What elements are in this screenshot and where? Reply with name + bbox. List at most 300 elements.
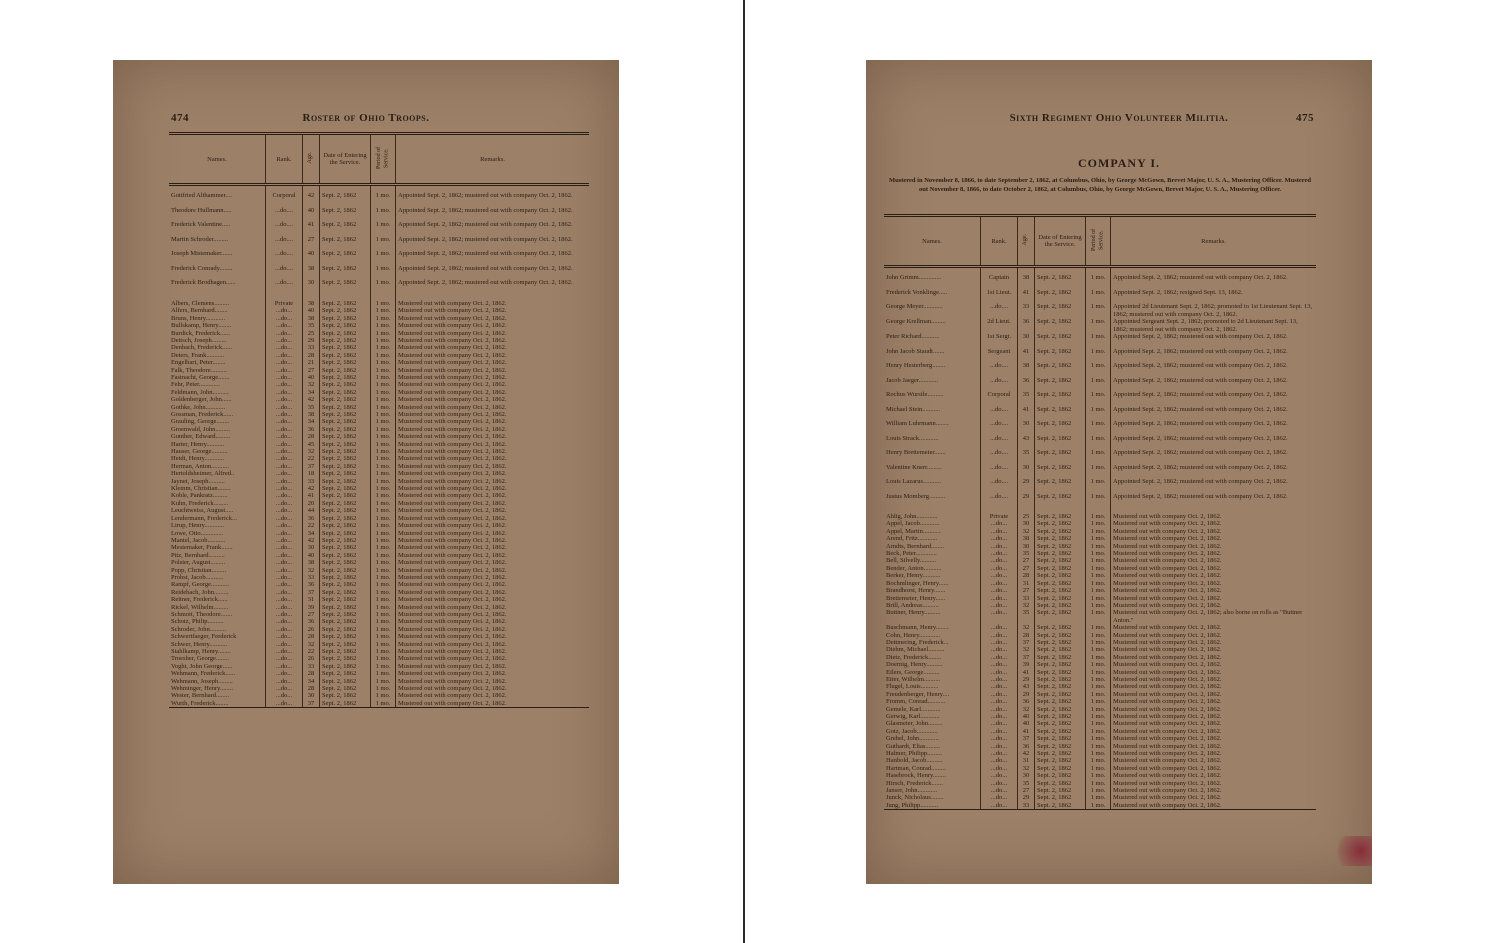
cell-date: Sept. 2, 1862 xyxy=(320,604,371,611)
cell-rank: ...do... xyxy=(981,750,1018,757)
private-row xyxy=(169,515,589,522)
cell-remarks: Appointed Sept. 2, 1862; mustered out with company Oct. 2, 1862. xyxy=(1111,493,1317,508)
cell-remarks: Mustered out with company Oct. 2, 1862. xyxy=(1111,691,1317,698)
cell-period: 1 mo. xyxy=(1086,587,1111,594)
cell-age: 18 xyxy=(303,470,320,477)
cell-period: 1 mo. xyxy=(1086,580,1111,587)
cell-period: 1 mo. xyxy=(1086,348,1111,363)
cell-remarks: Mustered out with company Oct. 2, 1862. xyxy=(396,604,590,611)
cell-remarks: Mustered out with company Oct. 2, 1862. xyxy=(396,537,590,544)
cell-rank: ...do... xyxy=(266,589,303,596)
cell-name: Leuchtweiss, August..... xyxy=(171,507,234,515)
cell-name: Fromm, Conrad........... xyxy=(886,698,946,706)
officer-row xyxy=(884,478,1316,493)
cell-name: Arndts, Bernhard........ xyxy=(886,542,945,550)
cell-date: Sept. 2, 1862 xyxy=(320,250,371,265)
cell-remarks: Mustered out with company Oct. 2, 1862. xyxy=(396,596,590,603)
cell-date: Sept. 2, 1862 xyxy=(1035,624,1086,631)
cell-name: Bell, Silvelly.......... xyxy=(886,557,937,565)
cell-period: 1 mo. xyxy=(371,433,396,440)
cell-remarks: Mustered out with company Oct. 2, 1862. xyxy=(396,507,590,514)
private-row xyxy=(169,567,589,574)
cell-rank: ...do... xyxy=(266,604,303,611)
cell-age: 40 xyxy=(303,307,320,314)
private-row xyxy=(169,507,589,514)
officer-row xyxy=(884,435,1316,450)
cell-rank: ...do... xyxy=(981,520,1018,527)
cell-remarks: Mustered out with company Oct. 2, 1862. xyxy=(1111,787,1317,794)
cell-name: Stahlkamp, Henry........ xyxy=(171,648,231,655)
cell-remarks: Mustered out with company Oct. 2, 1862. xyxy=(396,670,590,677)
private-row xyxy=(884,624,1316,631)
cell-period: 1 mo. xyxy=(1086,735,1111,742)
cell-date: Sept. 2, 1862 xyxy=(1035,609,1086,624)
cell-rank: ...do... xyxy=(981,765,1018,772)
cell-date: Sept. 2, 1862 xyxy=(320,507,371,514)
cell-age: 34 xyxy=(303,389,320,396)
cell-period: 1 mo. xyxy=(371,700,396,708)
cell-period: 1 mo. xyxy=(1086,464,1111,479)
cell-rank: ...do... xyxy=(266,567,303,574)
cell-date: Sept. 2, 1862 xyxy=(1035,362,1086,377)
cell-age: 36 xyxy=(303,515,320,522)
cell-age: 32 xyxy=(1018,602,1035,609)
cell-remarks: Mustered out with company Oct. 2, 1862. xyxy=(396,404,590,411)
cell-name: Appel, Martin........... xyxy=(886,527,941,535)
private-row xyxy=(169,611,589,618)
cell-period: 1 mo. xyxy=(371,265,396,280)
cell-period: 1 mo. xyxy=(1086,743,1111,750)
cell-rank: ...do.... xyxy=(266,265,303,280)
cell-period: 1 mo. xyxy=(371,478,396,485)
cell-period: 1 mo. xyxy=(371,411,396,418)
cell-date: Sept. 2, 1862 xyxy=(320,207,371,222)
cell-remarks: Appointed Sept. 2, 1862; mustered out with company Oct. 2, 1862. xyxy=(396,236,590,251)
cell-name: Etter, Wilhelm.......... xyxy=(886,675,941,683)
cell-remarks: Mustered out with company Oct. 2, 1862. xyxy=(396,678,590,685)
cell-period: 1 mo. xyxy=(371,670,396,677)
private-row xyxy=(169,485,589,492)
cell-age: 33 xyxy=(1018,802,1035,810)
cell-rank: ...do... xyxy=(266,411,303,418)
cell-remarks: Mustered out with company Oct. 2, 1862. xyxy=(1111,520,1317,527)
officer-row xyxy=(884,493,1316,508)
cell-remarks: Mustered out with company Oct. 2, 1862. xyxy=(1111,669,1317,676)
private-row xyxy=(169,463,589,470)
cell-rank: ...do... xyxy=(266,492,303,499)
private-row xyxy=(169,315,589,322)
private-row xyxy=(169,300,589,307)
cell-name: Schwer, Henry........... xyxy=(171,640,228,648)
cell-name: Hartman, Conrad......... xyxy=(886,764,946,772)
cell-age: 41 xyxy=(1018,669,1035,676)
company-intro: Mustered in November 8, 1866, to date September 2, 1862, at Columbus, Ohio, by George McGown, Brevet Major, U. S. A., Mustering Officer. Mustered out November 8, 1866, to date October 2, 1862, at Columbus, Ohio, by George McGown, Brevet Major, U. S. A., Mustering Officer. xyxy=(888,177,1312,193)
cell-period: 1 mo. xyxy=(371,574,396,581)
cell-date: Sept. 2, 1862 xyxy=(1035,676,1086,683)
cell-date: Sept. 2, 1862 xyxy=(320,337,371,344)
cell-rank: ...do... xyxy=(266,322,303,329)
cell-date: Sept. 2, 1862 xyxy=(1035,528,1086,535)
cell-name: Gossman, Frederick...... xyxy=(171,411,234,418)
cell-remarks: Mustered out with company Oct. 2, 1862. xyxy=(396,500,590,507)
cell-date: Sept. 2, 1862 xyxy=(1035,750,1086,757)
cell-name: Gemele, Karl............ xyxy=(886,705,941,713)
cell-date: Sept. 2, 1862 xyxy=(320,692,371,699)
cell-age: 32 xyxy=(303,641,320,648)
cell-rank: ...do... xyxy=(266,418,303,425)
cell-date: Sept. 2, 1862 xyxy=(320,367,371,374)
private-row xyxy=(169,322,589,329)
cell-remarks: Mustered out with company Oct. 2, 1862. xyxy=(396,567,590,574)
cell-period: 1 mo. xyxy=(1086,728,1111,735)
cell-period: 1 mo. xyxy=(371,530,396,537)
cell-remarks: Mustered out with company Oct. 2, 1862. xyxy=(396,330,590,337)
cell-name: Lirup, Henry............ xyxy=(171,522,225,530)
private-row xyxy=(169,396,589,403)
cell-period: 1 mo. xyxy=(1086,787,1111,794)
cell-name: Hirsch, Frederick....... xyxy=(886,779,943,787)
cell-name: Bender, Anton........... xyxy=(886,564,942,572)
col-names: Names. xyxy=(169,134,266,185)
cell-rank: Sergeant xyxy=(981,348,1018,363)
cell-period: 1 mo. xyxy=(1086,535,1111,542)
cell-rank: ...do.... xyxy=(981,478,1018,493)
cell-remarks: Mustered out with company Oct. 2, 1862. xyxy=(396,344,590,351)
cell-period: 1 mo. xyxy=(1086,691,1111,698)
cell-age: 20 xyxy=(303,500,320,507)
cell-remarks: Mustered out with company Oct. 2, 1862. xyxy=(1111,757,1317,764)
private-row xyxy=(884,669,1316,676)
cell-date: Sept. 2, 1862 xyxy=(1035,557,1086,564)
cell-age: 29 xyxy=(1018,478,1035,493)
private-row xyxy=(169,455,589,462)
cell-age: 29 xyxy=(303,337,320,344)
cell-rank: ...do.... xyxy=(981,362,1018,377)
company-title: COMPANY I. xyxy=(1078,156,1160,170)
cell-period: 1 mo. xyxy=(371,633,396,640)
cell-age: 37 xyxy=(303,463,320,470)
private-row xyxy=(169,367,589,374)
cell-period: 1 mo. xyxy=(371,544,396,551)
cell-period: 1 mo. xyxy=(1086,520,1111,527)
cell-age: 28 xyxy=(1018,572,1035,579)
cell-age: 38 xyxy=(303,559,320,566)
cell-age: 38 xyxy=(303,265,320,280)
cell-period: 1 mo. xyxy=(1086,706,1111,713)
cell-date: Sept. 2, 1862 xyxy=(320,530,371,537)
cell-name: Beck, Peter............. xyxy=(886,550,937,558)
cell-remarks: Mustered out with company Oct. 2, 1862. xyxy=(396,381,590,388)
cell-period: 1 mo. xyxy=(371,300,396,307)
cell-age: 29 xyxy=(1018,493,1035,508)
cell-remarks: Mustered out with company Oct. 2, 1862. xyxy=(396,589,590,596)
private-row xyxy=(884,587,1316,594)
cell-period: 1 mo. xyxy=(371,448,396,455)
cell-date: Sept. 2, 1862 xyxy=(1035,787,1086,794)
cell-period: 1 mo. xyxy=(371,552,396,559)
cell-rank: ...do... xyxy=(981,683,1018,690)
cell-rank: ...do... xyxy=(981,757,1018,764)
private-row xyxy=(169,618,589,625)
cell-remarks: Mustered out with company Oct. 2, 1862. xyxy=(1111,543,1317,550)
cell-age: 22 xyxy=(303,648,320,655)
cell-period: 1 mo. xyxy=(1086,303,1111,318)
private-row xyxy=(169,678,589,685)
cell-age: 31 xyxy=(303,596,320,603)
cell-remarks: Mustered out with company Oct. 2, 1862. xyxy=(1111,528,1317,535)
private-row xyxy=(169,330,589,337)
cell-remarks: Appointed Sept. 2, 1862; resigned Sept. 13, 1862. xyxy=(1111,289,1317,304)
cell-rank: ...do... xyxy=(981,735,1018,742)
cell-name: Pitz, Bernhard.......... xyxy=(171,551,225,559)
cell-period: 1 mo. xyxy=(371,604,396,611)
cell-remarks: Mustered out with company Oct. 2, 1862. xyxy=(396,411,590,418)
private-row xyxy=(169,307,589,314)
cell-period: 1 mo. xyxy=(371,596,396,603)
cell-name: Theodore Hullmann..... xyxy=(171,206,232,214)
cell-name: Mantel, Jacob........... xyxy=(171,536,226,544)
cell-date: Sept. 2, 1862 xyxy=(1035,550,1086,557)
private-row xyxy=(169,581,589,588)
cell-date: Sept. 2, 1862 xyxy=(1035,587,1086,594)
cell-remarks: Mustered out with company Oct. 2, 1862. xyxy=(1111,794,1317,801)
cell-remarks: Mustered out with company Oct. 2, 1862. xyxy=(1111,654,1317,661)
cell-date: Sept. 2, 1862 xyxy=(1035,632,1086,639)
col-age: Age. xyxy=(303,134,320,185)
cell-period: 1 mo. xyxy=(371,315,396,322)
cell-rank: ...do... xyxy=(266,515,303,522)
cell-remarks: Appointed Sept. 2, 1862; mustered out with company Oct. 2, 1862. xyxy=(396,279,590,294)
officer-row xyxy=(884,303,1316,318)
cell-age: 29 xyxy=(1018,691,1035,698)
cell-age: 30 xyxy=(1018,420,1035,435)
private-row xyxy=(169,374,589,381)
right-page-number: 475 xyxy=(1296,112,1314,124)
cell-period: 1 mo. xyxy=(1086,595,1111,602)
cell-remarks: Mustered out with company Oct. 2, 1862. xyxy=(396,300,590,307)
cell-name: Hauser, George.......... xyxy=(171,448,228,456)
cell-rank: ...do... xyxy=(266,478,303,485)
cell-period: 1 mo. xyxy=(371,404,396,411)
cell-name: Diehm, Michael.......... xyxy=(886,646,945,654)
cell-period: 1 mo. xyxy=(371,426,396,433)
cell-rank: ...do... xyxy=(266,470,303,477)
cell-remarks: Mustered out with company Oct. 2, 1862. xyxy=(1111,750,1317,757)
cell-period: 1 mo. xyxy=(371,589,396,596)
cell-date: Sept. 2, 1862 xyxy=(320,404,371,411)
private-row xyxy=(884,572,1316,579)
cell-name: Justus Momberg.......... xyxy=(886,492,946,500)
cell-age: 27 xyxy=(1018,565,1035,572)
cell-rank: ...do... xyxy=(266,448,303,455)
cell-remarks: Mustered out with company Oct. 2, 1862. xyxy=(1111,646,1317,653)
cell-date: Sept. 2, 1862 xyxy=(320,559,371,566)
cell-age: 27 xyxy=(1018,787,1035,794)
cell-date: Sept. 2, 1862 xyxy=(1035,543,1086,550)
cell-date: Sept. 2, 1862 xyxy=(320,426,371,433)
officer-row xyxy=(884,449,1316,464)
private-row xyxy=(169,692,589,699)
cell-name: Bruns, Henry............ xyxy=(171,314,226,322)
cell-period: 1 mo. xyxy=(1086,646,1111,653)
cell-age: 35 xyxy=(303,404,320,411)
cell-name: Buschmann, Henry........ xyxy=(886,624,949,632)
cell-rank: ...do... xyxy=(266,655,303,662)
cell-period: 1 mo. xyxy=(1086,757,1111,764)
cell-date: Sept. 2, 1862 xyxy=(1035,706,1086,713)
cell-date: Sept. 2, 1862 xyxy=(1035,780,1086,787)
cell-name: Rampf, George........... xyxy=(171,581,229,589)
cell-remarks: Mustered out with company Oct. 2, 1862. xyxy=(396,515,590,522)
cell-age: 33 xyxy=(303,478,320,485)
private-row xyxy=(169,418,589,425)
cell-date: Sept. 2, 1862 xyxy=(1035,513,1086,520)
cell-remarks: Mustered out with company Oct. 2, 1862. xyxy=(396,455,590,462)
cell-date: Sept. 2, 1862 xyxy=(320,455,371,462)
cell-name: Heidt, Henry............ xyxy=(171,455,225,463)
cell-name: Brill, Andreas.......... xyxy=(886,601,939,609)
cell-rank: ...do... xyxy=(981,602,1018,609)
private-row xyxy=(169,552,589,559)
cell-date: Sept. 2, 1862 xyxy=(1035,772,1086,779)
cell-remarks: Mustered out with company Oct. 2, 1862. xyxy=(396,359,590,366)
cell-name: Guthardt, Elias......... xyxy=(886,742,940,750)
cell-date: Sept. 2, 1862 xyxy=(1035,661,1086,668)
cell-rank: ...do... xyxy=(266,426,303,433)
col-rank: Rank. xyxy=(981,216,1018,267)
cell-rank: ...do... xyxy=(981,676,1018,683)
cell-period: 1 mo. xyxy=(1086,289,1111,304)
private-row xyxy=(169,470,589,477)
cell-name: Frederick Conrady........ xyxy=(171,264,233,272)
cell-remarks: Appointed Sept. 2, 1862; mustered out with company Oct. 2, 1862. xyxy=(1111,464,1317,479)
cell-remarks: Appointed Sept. 2, 1862; mustered out with company Oct. 2, 1862. xyxy=(1111,333,1317,348)
cell-age: 32 xyxy=(1018,706,1035,713)
cell-date: Sept. 2, 1862 xyxy=(320,492,371,499)
cell-name: William Luhrmann........ xyxy=(886,420,949,428)
cell-name: Gerwig, Karl............ xyxy=(886,713,940,720)
officer-row xyxy=(169,265,589,280)
cell-rank: ...do... xyxy=(981,572,1018,579)
cell-age: 26 xyxy=(303,626,320,633)
cell-rank: ...do... xyxy=(981,706,1018,713)
cell-remarks: Mustered out with company Oct. 2, 1862. xyxy=(396,307,590,314)
cell-remarks: Mustered out with company Oct. 2, 1862. xyxy=(1111,580,1317,587)
cell-date: Sept. 2, 1862 xyxy=(320,596,371,603)
cell-period: 1 mo. xyxy=(371,441,396,448)
cell-age: 22 xyxy=(303,522,320,529)
private-row xyxy=(884,772,1316,779)
officer-row xyxy=(884,464,1316,479)
cell-age: 35 xyxy=(303,322,320,329)
cell-remarks: Appointed Sept. 2, 1862; mustered out with company Oct. 2, 1862. xyxy=(1111,478,1317,493)
private-row xyxy=(169,522,589,529)
cell-remarks: Mustered out with company Oct. 2, 1862. xyxy=(396,522,590,529)
page-divider xyxy=(743,0,745,943)
cell-remarks: Mustered out with company Oct. 2, 1862. xyxy=(1111,765,1317,772)
cell-date: Sept. 2, 1862 xyxy=(320,589,371,596)
cell-date: Sept. 2, 1862 xyxy=(320,441,371,448)
cell-name: George Meyer............ xyxy=(886,303,943,311)
cell-rank: ...do... xyxy=(981,787,1018,794)
private-row xyxy=(169,589,589,596)
cell-age: 33 xyxy=(303,344,320,351)
cell-period: 1 mo. xyxy=(1086,333,1111,348)
cell-date: Sept. 2, 1862 xyxy=(1035,348,1086,363)
cell-period: 1 mo. xyxy=(1086,713,1111,720)
private-row xyxy=(884,520,1316,527)
cell-rank: ...do... xyxy=(266,389,303,396)
cell-date: Sept. 2, 1862 xyxy=(1035,318,1086,333)
cell-age: 40 xyxy=(303,207,320,222)
cell-remarks: Mustered out with company Oct. 2, 1862. xyxy=(396,492,590,499)
cell-remarks: Appointed Sept. 2, 1862; mustered out with company Oct. 2, 1862. xyxy=(1111,406,1317,421)
left-roster-table xyxy=(169,132,589,708)
cell-rank: ...do... xyxy=(981,646,1018,653)
cell-name: Henry Hesterberg........ xyxy=(886,362,946,370)
private-row xyxy=(884,706,1316,713)
private-row xyxy=(169,574,589,581)
private-row xyxy=(884,543,1316,550)
private-row xyxy=(169,633,589,640)
officer-row xyxy=(884,420,1316,435)
cell-remarks: Mustered out with company Oct. 2, 1862. xyxy=(1111,587,1317,594)
cell-remarks: Mustered out with company Oct. 2, 1862. xyxy=(1111,572,1317,579)
cell-remarks: Mustered out with company Oct. 2, 1862. xyxy=(396,700,590,708)
cell-period: 1 mo. xyxy=(371,692,396,699)
cell-rank: ...do... xyxy=(266,315,303,322)
cell-date: Sept. 2, 1862 xyxy=(1035,493,1086,508)
page-stain xyxy=(1334,836,1372,866)
cell-rank: ...do.... xyxy=(266,207,303,222)
cell-rank: ...do... xyxy=(981,632,1018,639)
cell-name: Gotz, Jacob............. xyxy=(886,727,938,735)
cell-remarks: Mustered out with company Oct. 2, 1862. xyxy=(1111,780,1317,787)
private-row xyxy=(884,609,1316,624)
cell-remarks: Mustered out with company Oct. 2, 1862. xyxy=(1111,683,1317,690)
cell-remarks: Mustered out with company Oct. 2, 1862. xyxy=(396,641,590,648)
cell-period: 1 mo. xyxy=(1086,654,1111,661)
cell-rank: ...do... xyxy=(981,794,1018,801)
cell-remarks: Mustered out with company Oct. 2, 1862. xyxy=(1111,676,1317,683)
cell-period: 1 mo. xyxy=(371,522,396,529)
cell-name: Dietz, Frederick........ xyxy=(886,653,942,661)
cell-period: 1 mo. xyxy=(1086,632,1111,639)
cell-rank: ...do... xyxy=(266,700,303,708)
cell-remarks: Mustered out with company Oct. 2, 1862. xyxy=(1111,557,1317,564)
cell-age: 28 xyxy=(303,685,320,692)
cell-date: Sept. 2, 1862 xyxy=(320,515,371,522)
cell-date: Sept. 2, 1862 xyxy=(320,411,371,418)
cell-date: Sept. 2, 1862 xyxy=(1035,743,1086,750)
cell-rank: ...do.... xyxy=(266,236,303,251)
cell-period: 1 mo. xyxy=(1086,565,1111,572)
cell-age: 38 xyxy=(1018,535,1035,542)
cell-rank: ...do... xyxy=(266,648,303,655)
cell-age: 30 xyxy=(303,692,320,699)
private-row xyxy=(169,559,589,566)
cell-age: 31 xyxy=(1018,580,1035,587)
cell-remarks: Mustered out with company Oct. 2, 1862. xyxy=(396,685,590,692)
cell-period: 1 mo. xyxy=(371,352,396,359)
cell-date: Sept. 2, 1862 xyxy=(1035,735,1086,742)
cell-name: Hasebrock, Henry........ xyxy=(886,772,946,780)
cell-date: Sept. 2, 1862 xyxy=(1035,698,1086,705)
cell-remarks: Mustered out with company Oct. 2, 1862. xyxy=(1111,720,1317,727)
private-row xyxy=(169,596,589,603)
cell-name: Goldenberger, John...... xyxy=(171,396,232,404)
row-spacer xyxy=(884,267,1316,275)
